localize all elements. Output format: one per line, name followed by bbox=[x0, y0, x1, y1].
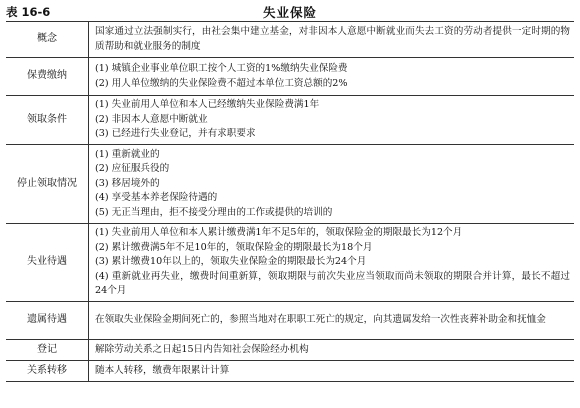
content-line: (3) 已经进行失业登记，并有求职要求 bbox=[95, 128, 256, 140]
row-label: 领取条件 bbox=[6, 96, 89, 145]
table-row bbox=[6, 58, 574, 96]
content-line: (1) 重新就业的 bbox=[95, 148, 160, 160]
unemployment-insurance-table bbox=[6, 21, 574, 382]
row-content bbox=[89, 224, 575, 302]
content-line: (1) 失业前用人单位和本人累计缴费满1年不足5年的，领取保险金的期限最长为12个月 bbox=[95, 227, 463, 239]
content-line: (5) 无正当理由，拒不接受分理由的工作或提供的培训的 bbox=[95, 206, 333, 218]
row-content bbox=[89, 340, 575, 361]
table-row bbox=[6, 302, 574, 340]
table-header bbox=[6, 2, 574, 22]
row-label: 概念 bbox=[6, 22, 89, 58]
row-content bbox=[89, 96, 575, 145]
content-line: (4) 重新就业再失业，缴费时间重新算，领取期限与前次失业应当领取而尚未领取的期限合并计算，最长不超过24个月 bbox=[95, 270, 570, 297]
row-content bbox=[89, 22, 575, 58]
content-line: (2) 应征服兵役的 bbox=[95, 163, 170, 175]
table-row bbox=[6, 340, 574, 361]
content-line: (3) 移居境外的 bbox=[95, 177, 160, 189]
row-label: 遗属待遇 bbox=[6, 302, 89, 340]
row-content bbox=[89, 58, 575, 96]
table-number: 表 16-6 bbox=[6, 5, 51, 19]
content-line: (4) 享受基本养老保险待遇的 bbox=[95, 192, 218, 204]
content-line: (2) 用人单位缴纳的失业保险费不超过本单位工资总额的2% bbox=[95, 77, 348, 89]
content-line: (2) 非因本人意愿中断就业 bbox=[95, 113, 208, 125]
row-label: 停止领取情况 bbox=[6, 145, 89, 224]
table-row bbox=[6, 224, 574, 302]
table-row bbox=[6, 96, 574, 145]
content-line: (1) 失业前用人单位和本人已经缴纳失业保险费满1年 bbox=[95, 99, 320, 111]
table-title: 失业保险 bbox=[262, 5, 317, 20]
content-line: (2) 累计缴费满5年不足10年的，领取保险金的期限最长为18个月 bbox=[95, 241, 373, 253]
row-label: 失业待遇 bbox=[6, 224, 89, 302]
content-line: 解除劳动关系之日起15日内告知社会保险经办机构 bbox=[95, 343, 309, 355]
table-row bbox=[6, 361, 574, 382]
row-label: 登记 bbox=[6, 340, 89, 361]
row-content bbox=[89, 302, 575, 340]
content-line: (1) 城镇企业事业单位职工按个人工资的1%缴纳失业保险费 bbox=[95, 62, 348, 74]
table-row bbox=[6, 22, 574, 58]
content-line: (3) 累计缴费10年以上的，领取失业保险金的期限最长为24个月 bbox=[95, 256, 367, 268]
content-line: 国家通过立法强制实行，由社会集中建立基金，对非因本人意愿中断就业而失去工资的劳动者提供一定时期的物质帮助和就业服务的制度 bbox=[95, 25, 570, 52]
content-line: 随本人转移，缴费年限累计计算 bbox=[95, 364, 230, 376]
row-label: 保费缴纳 bbox=[6, 58, 89, 96]
table-row bbox=[6, 145, 574, 224]
row-content bbox=[89, 361, 575, 382]
content-line: 在领取失业保险金期间死亡的，参照当地对在职职工死亡的规定，向其遗属发给一次性丧葬补助金和抚恤金 bbox=[95, 314, 546, 326]
row-content bbox=[89, 145, 575, 224]
row-label: 关系转移 bbox=[6, 361, 89, 382]
